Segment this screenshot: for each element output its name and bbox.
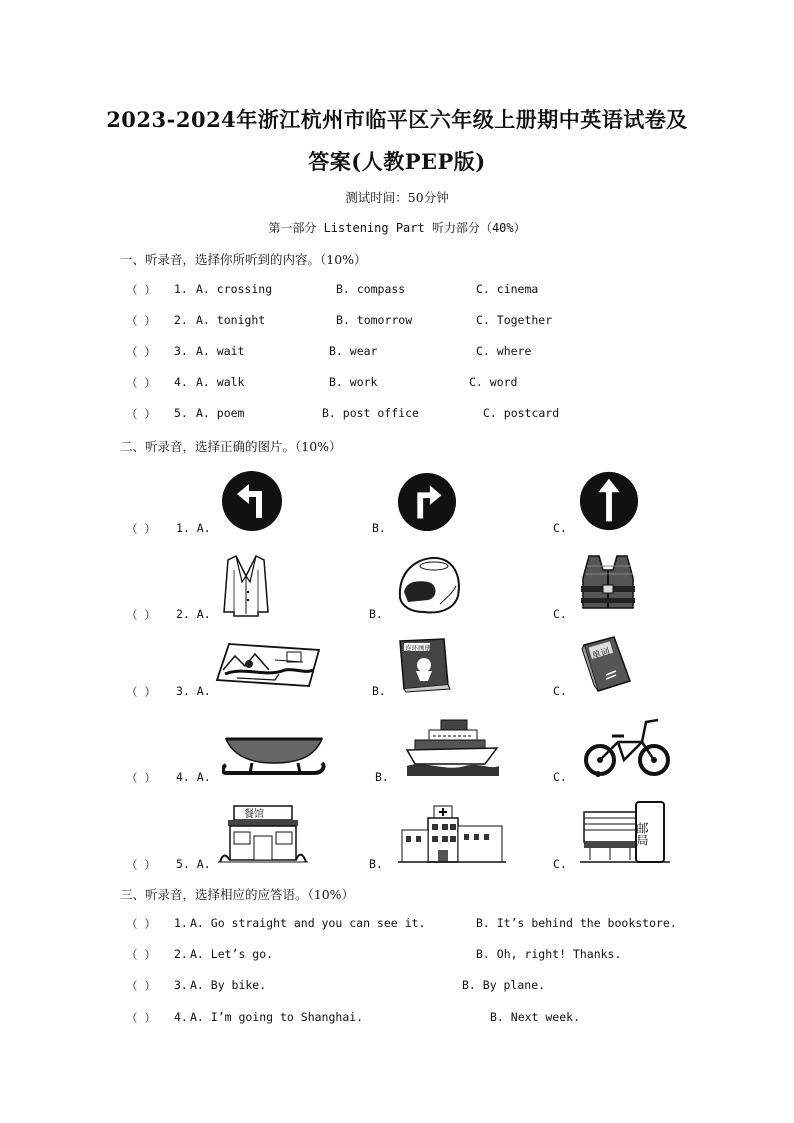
bike-icon[interactable]	[582, 716, 672, 778]
answer-blank[interactable]: （ ）	[126, 979, 156, 993]
option-a: A. By bike.	[190, 978, 267, 992]
section-2-heading: 二、听录音，选择正确的图片。（10%）	[120, 439, 342, 454]
option-b-label: B.	[375, 770, 389, 784]
hospital-icon[interactable]	[398, 804, 506, 866]
restaurant-icon[interactable]	[218, 802, 308, 866]
answer-blank[interactable]: （ ）	[126, 522, 156, 536]
option-b: B. wear	[329, 344, 378, 358]
post-office-icon[interactable]	[580, 798, 670, 866]
item-number: 5.	[174, 406, 188, 420]
sled-icon[interactable]	[222, 735, 328, 779]
turn-left-sign-icon[interactable]	[219, 470, 285, 532]
suit-jacket-icon[interactable]	[220, 552, 272, 618]
option-c-label: C.	[553, 521, 567, 535]
option-a: A. poem	[196, 406, 245, 420]
option-c: C. postcard	[483, 406, 560, 420]
answer-blank[interactable]: （ ）	[126, 917, 156, 931]
option-a: A. walk	[196, 375, 245, 389]
item-number: 3.	[174, 978, 188, 992]
word-book-icon[interactable]	[578, 635, 634, 693]
option-b-label: B.	[372, 684, 386, 698]
item-number: 3.	[174, 344, 188, 358]
answer-blank[interactable]: （ ）	[126, 858, 156, 872]
option-b: B. By plane.	[462, 978, 546, 992]
item-number: 5. A.	[176, 857, 211, 871]
option-a: A. Let’s go.	[190, 947, 274, 961]
answer-blank[interactable]: （ ）	[126, 283, 156, 297]
title-line-2: 答案(人教PEP版)	[308, 149, 486, 174]
part-heading: 第一部分 Listening Part 听力部分（40%）	[268, 221, 526, 235]
answer-blank[interactable]: （ ）	[126, 608, 156, 622]
option-a: A. I’m going to Shanghai.	[190, 1010, 364, 1024]
option-a: A. crossing	[196, 282, 273, 296]
option-b: B. It’s behind the bookstore.	[476, 916, 677, 930]
option-b: B. compass	[336, 282, 406, 296]
option-c-label: C.	[553, 857, 567, 871]
option-c-label: C.	[553, 770, 567, 784]
option-b-label: B.	[369, 857, 383, 871]
answer-blank[interactable]: （ ）	[126, 376, 156, 390]
post-office-sign-text: 邮局	[635, 822, 649, 846]
option-b-label: B.	[372, 521, 386, 535]
item-number: 1.	[174, 916, 188, 930]
book-title-text: 连环画册	[405, 644, 431, 652]
option-c: C. where	[476, 344, 532, 358]
item-number: 4.	[174, 375, 188, 389]
answer-blank[interactable]: （ ）	[126, 407, 156, 421]
answer-blank[interactable]: （ ）	[126, 345, 156, 359]
postcard-icon[interactable]	[215, 640, 321, 690]
item-number: 1.	[174, 282, 188, 296]
item-number: 3. A.	[176, 684, 211, 698]
option-b: B. Next week.	[490, 1010, 581, 1024]
section-3-heading: 三、听录音，选择相应的应答语。（10%）	[120, 887, 355, 902]
option-c: C. cinema	[476, 282, 539, 296]
option-a: A. Go straight and you can see it.	[190, 916, 426, 930]
life-vest-icon[interactable]	[577, 552, 639, 614]
answer-blank[interactable]: （ ）	[126, 1011, 156, 1025]
option-b: B. work	[329, 375, 378, 389]
option-a: A. tonight	[196, 313, 266, 327]
option-c-label: C.	[553, 684, 567, 698]
option-b: B. Oh, right! Thanks.	[476, 947, 622, 961]
helmet-icon[interactable]	[394, 554, 464, 616]
answer-blank[interactable]: （ ）	[126, 771, 156, 785]
answer-blank[interactable]: （ ）	[126, 685, 156, 699]
item-number: 2. A.	[176, 607, 211, 621]
option-b: B. post office	[322, 406, 419, 420]
option-a: A. wait	[196, 344, 245, 358]
option-c-label: C.	[553, 607, 567, 621]
option-c: C. word	[469, 375, 518, 389]
go-straight-sign-icon[interactable]	[577, 470, 641, 532]
answer-blank[interactable]: （ ）	[126, 314, 156, 328]
turn-right-sign-icon[interactable]	[395, 472, 459, 532]
item-number: 4. A.	[176, 770, 211, 784]
option-b: B. tomorrow	[336, 313, 413, 327]
restaurant-sign-text: 餐馆	[244, 809, 264, 820]
option-b-label: B.	[369, 607, 383, 621]
ship-icon[interactable]	[405, 716, 501, 778]
item-number: 2.	[174, 313, 188, 327]
test-time: 测试时间：50分钟	[345, 190, 449, 205]
comic-book-icon[interactable]	[396, 637, 452, 693]
book-title-text: 单词	[590, 647, 612, 662]
item-number: 4.	[174, 1010, 188, 1024]
title-line-1: 2023-2024年浙江杭州市临平区六年级上册期中英语试卷及	[106, 107, 688, 132]
answer-blank[interactable]: （ ）	[126, 948, 156, 962]
item-number: 1. A.	[176, 521, 211, 535]
section-1-heading: 一、听录音，选择你所听到的内容。（10%）	[120, 252, 367, 267]
item-number: 2.	[174, 947, 188, 961]
option-c: C. Together	[476, 313, 553, 327]
